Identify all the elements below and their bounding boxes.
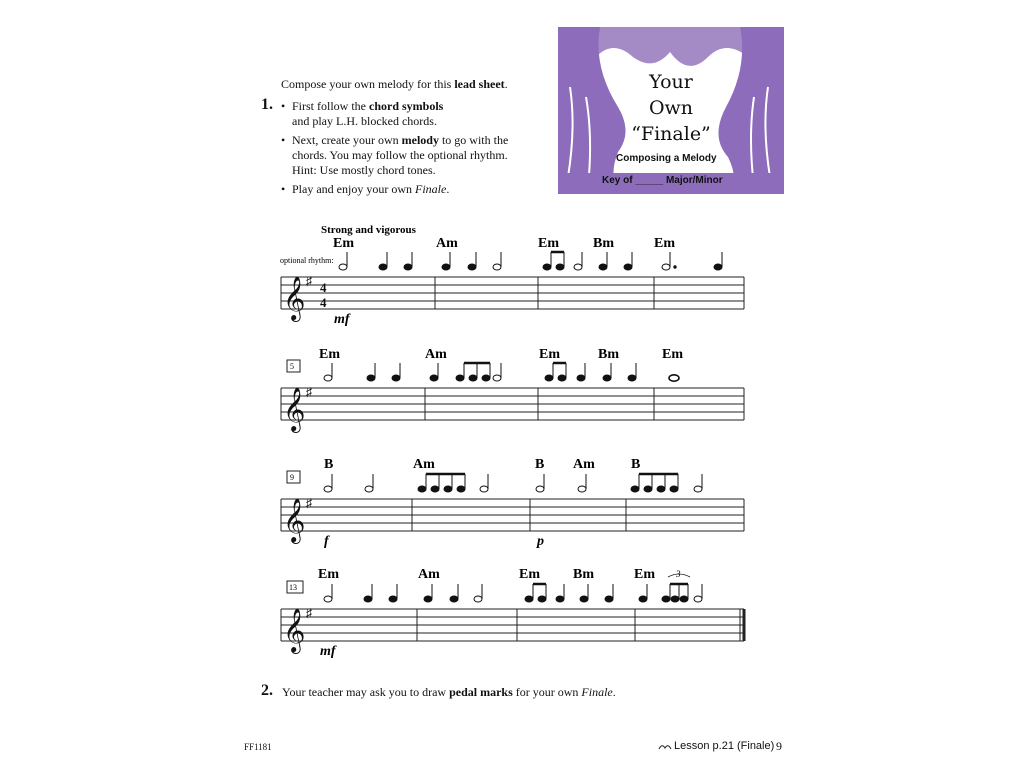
bullet-1: • First follow the chord symbols and play L.H. blocked chords. bbox=[281, 99, 516, 129]
chord-symbol: Em bbox=[539, 347, 560, 362]
measure-number: 9 bbox=[290, 473, 294, 482]
time-signature-top: 4 bbox=[320, 280, 327, 295]
title-subtitle: Composing a Melody bbox=[616, 153, 717, 164]
lead-sheet-score bbox=[270, 215, 760, 670]
chord-symbol: B bbox=[324, 457, 334, 472]
chord-symbol: Em bbox=[519, 567, 540, 582]
system-1-staff bbox=[281, 277, 744, 309]
step-1-number: 1. bbox=[261, 96, 273, 113]
dynamic-marking: p bbox=[537, 534, 544, 549]
dynamic-marking: mf bbox=[320, 644, 336, 659]
step-2-text: Your teacher may ask you to draw pedal marks for your own Finale. bbox=[282, 685, 616, 699]
system-2-staff bbox=[281, 388, 744, 420]
treble-clef-icon: 𝄞 bbox=[283, 608, 306, 652]
system-4-staff bbox=[281, 609, 744, 641]
sharp-icon: ♯ bbox=[306, 274, 312, 288]
chord-symbol: Am bbox=[573, 457, 595, 472]
chord-symbol: Em bbox=[318, 567, 339, 582]
chord-symbol: Em bbox=[662, 347, 683, 362]
chord-symbol: Em bbox=[319, 347, 340, 362]
chord-symbol: Am bbox=[436, 236, 458, 251]
treble-clef-icon: 𝄞 bbox=[283, 498, 306, 542]
chord-symbol: Em bbox=[538, 236, 559, 251]
chord-symbol: B bbox=[631, 457, 641, 472]
measure-number: 5 bbox=[290, 362, 294, 371]
step-1-bullets bbox=[281, 99, 516, 201]
footer-code: FF1181 bbox=[244, 742, 272, 752]
chord-symbol: Am bbox=[418, 567, 440, 582]
page-number: 9 bbox=[776, 739, 782, 753]
bullet-3: • Play and enjoy your own Finale. bbox=[281, 182, 516, 197]
book-icon bbox=[658, 742, 672, 750]
chord-symbol: Bm bbox=[593, 236, 614, 251]
intro-text: Compose your own melody for this lead sheet. bbox=[281, 77, 508, 91]
chord-symbol: Em bbox=[634, 567, 655, 582]
title-heading: Your Own “Finale” bbox=[631, 71, 711, 145]
measure-number: 13 bbox=[289, 583, 297, 592]
triplet-mark: 3 bbox=[676, 569, 681, 579]
bullet-2: • Next, create your own melody to go with the chords. You may follow the optional rhythm. Hint: Use mostly chord tones. bbox=[281, 133, 516, 178]
chord-symbol: Em bbox=[333, 236, 354, 251]
dynamic-marking: mf bbox=[334, 312, 350, 327]
chord-symbol: Bm bbox=[598, 347, 619, 362]
chord-symbol: B bbox=[535, 457, 545, 472]
rhythm-notes bbox=[324, 252, 722, 602]
treble-clef-icon: 𝄞 bbox=[283, 276, 306, 320]
sharp-icon: ♯ bbox=[306, 496, 312, 510]
chord-symbol: Am bbox=[425, 347, 447, 362]
key-line: Key of _____ Major/Minor bbox=[602, 175, 723, 186]
tempo-marking: Strong and vigorous bbox=[321, 224, 416, 236]
footer-lesson-ref: Lesson p.21 (Finale) bbox=[674, 740, 775, 752]
step-2-number: 2. bbox=[261, 682, 273, 699]
chord-symbol: Em bbox=[654, 236, 675, 251]
system-3-staff bbox=[281, 499, 744, 531]
chord-symbol: Am bbox=[413, 457, 435, 472]
sharp-icon: ♯ bbox=[306, 606, 312, 620]
chord-symbol: Bm bbox=[573, 567, 594, 582]
sharp-icon: ♯ bbox=[306, 385, 312, 399]
treble-clef-icon: 𝄞 bbox=[283, 387, 306, 431]
time-signature-bottom: 4 bbox=[320, 295, 327, 310]
optional-rhythm-label: optional rhythm: bbox=[280, 256, 334, 265]
dynamic-marking: f bbox=[324, 534, 329, 549]
title-curtain-box bbox=[558, 27, 784, 194]
